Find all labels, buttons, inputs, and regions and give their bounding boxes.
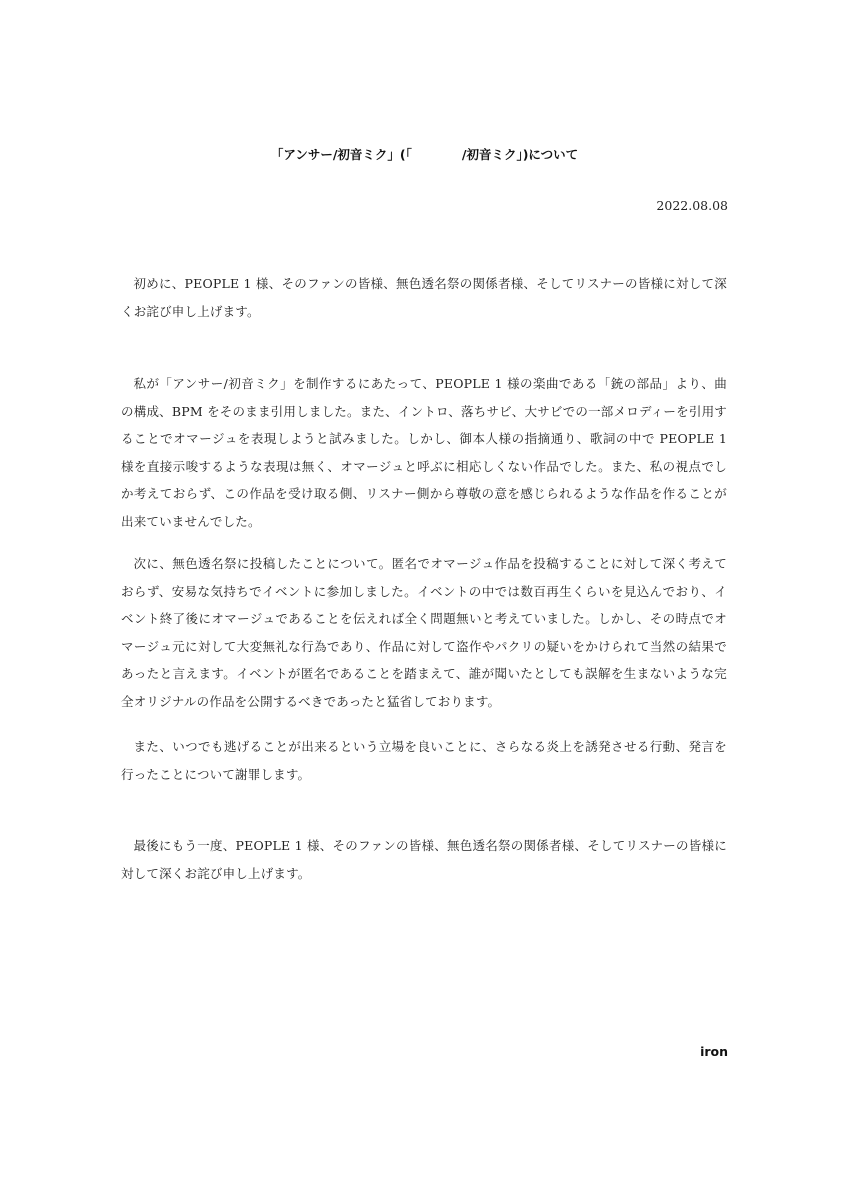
author-signature: iron (700, 1044, 728, 1059)
paragraph-production-details: 私が「アンサー/初音ミク」を制作するにあたって、PEOPLE 1 様の楽曲である「銃の部品」より、曲の構成、BPM をそのまま引用しました。また、イントロ、落ちサビ、大サビでの一部メロディーを引用することでオマージュを表現しようと試みました。しかし、御本人様の指摘通り、歌詞の中で PEOPLE 1 様を直接示唆するような表現は無く、オマージュと呼ぶに相応しくない作品でした。また、私の視点でしか考えておらず、この作品を受け取る側、リスナー側から尊敬の意を感じられるような作品を作ることが出来ていませんでした。 (121, 376, 727, 529)
paragraph-closing-apology: 最後にもう一度、PEOPLE 1 様、そのファンの皆様、無色透名祭の関係者様、そしてリスナーの皆様に対して深くお詫び申し上げます。 (121, 838, 727, 881)
document-date: 2022.08.08 (656, 198, 728, 213)
paragraph-event-submission: 次に、無色透名祭に投稿したことについて。匿名でオマージュ作品を投稿することに対して深く考えておらず、安易な気持ちでイベントに参加しました。イベントの中では数百再生くらいを見込んでおり、イベント終了後にオマージュであることを伝えれば全く問題無いと考えていました。しかし、その時点でオマージュ元に対して大変無礼な行為であり、作品に対して盗作やパクリの疑いをかけられて当然の結果であったと言えます。イベントが匿名であることを踏まえて、誰が聞いたとしても誤解を生まないような完全オリジナルの作品を公開するべきであったと猛省しております。 (121, 556, 727, 709)
paragraph-conduct-apology: また、いつでも逃げることが出来るという立場を良いことに、さらなる炎上を誘発させる行動、発言を行ったことについて謝罪します。 (121, 739, 727, 782)
paragraph-apology-intro: 初めに、PEOPLE 1 様、そのファンの皆様、無色透名祭の関係者様、そしてリスナーの皆様に対して深くお詫び申し上げます。 (121, 276, 727, 319)
document-title: 「アンサー/初音ミク」(「 /初音ミク」)について (270, 147, 579, 162)
